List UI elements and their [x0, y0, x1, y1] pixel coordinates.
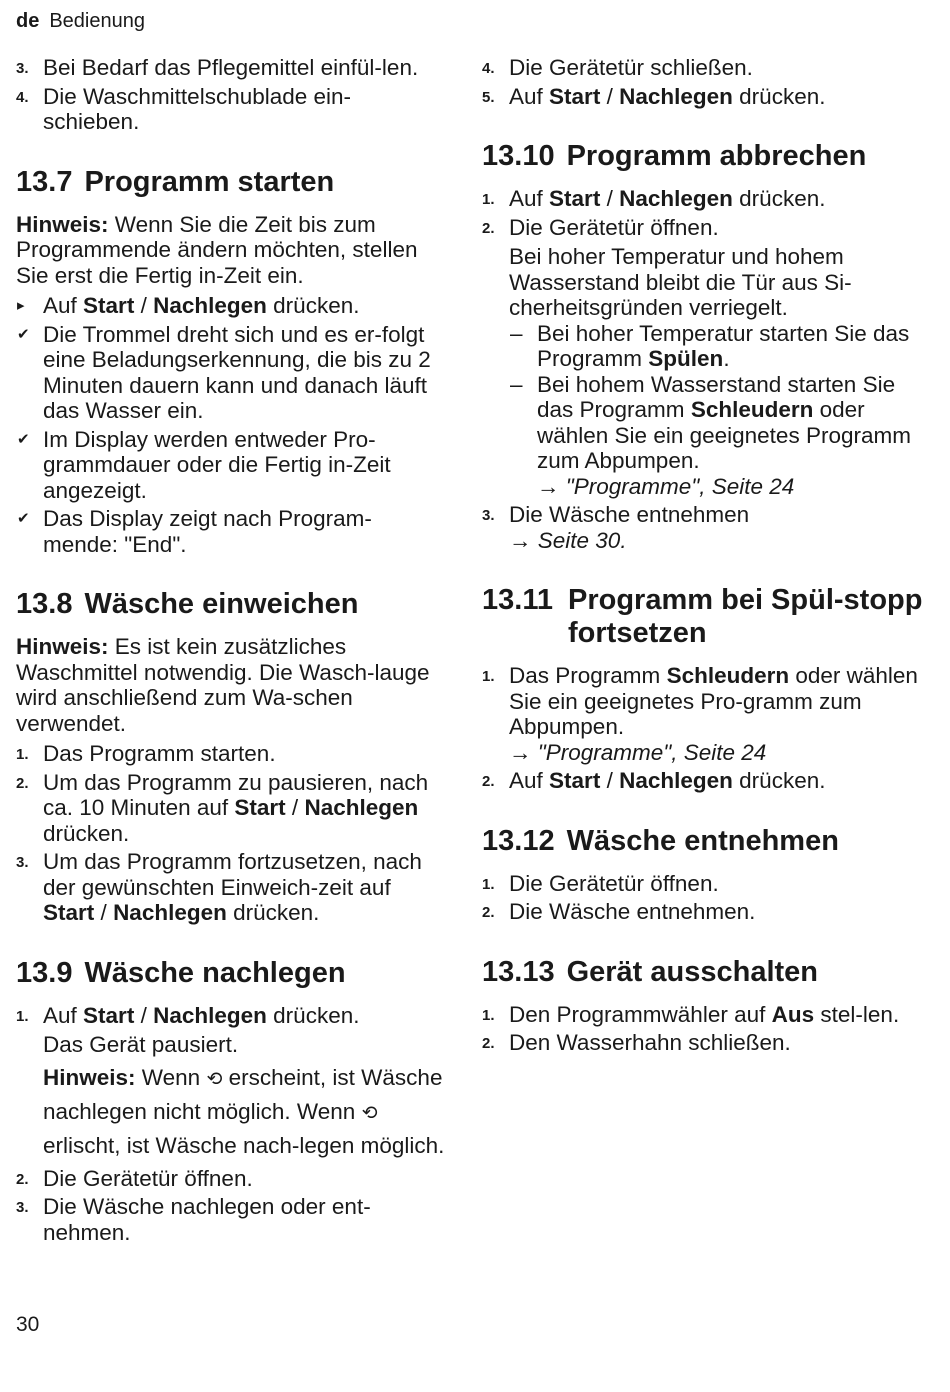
step-text: Die Gerätetür schließen.: [509, 55, 753, 80]
section-title: Gerät ausschalten: [566, 955, 819, 988]
reload-lock-icon: ⟲: [206, 1068, 223, 1090]
list-item: [16, 741, 446, 767]
step-number: 2.: [482, 219, 495, 237]
step-result: Das Gerät pausiert.: [43, 1032, 239, 1057]
info-text: Bei hoher Temperatur und hohem Wasserstand bleibt die Tür aus Si-cherheitsgründen verriegelt.: [509, 244, 852, 320]
step-number: 1.: [16, 746, 29, 763]
section-title: Wäsche entnehmen: [566, 824, 839, 857]
step-text: Auf: [509, 83, 543, 109]
hint-note: [16, 1062, 446, 1162]
section-title: Programm starten: [84, 165, 335, 198]
list-item: [16, 1194, 446, 1245]
hint-label: Hinweis:: [43, 1064, 136, 1090]
result-item: [16, 322, 446, 424]
section-number: 13.13: [482, 955, 555, 988]
cross-reference-link[interactable]: → Seite 30.: [509, 527, 627, 553]
list-item: [16, 1003, 446, 1029]
program-name: Schleudern: [666, 663, 790, 688]
result-text: Die Trommel dreht sich und es er-folgt eine Beladungserkennung, die bis zu 2 Minuten dauern kann und danach läuft das Wasser ein.: [43, 321, 431, 423]
step-text: Auf: [43, 1002, 77, 1028]
nachlegen-label: Nachlegen: [113, 900, 227, 925]
hint-label: Hinweis:: [16, 211, 109, 237]
list-item: [16, 849, 446, 926]
step-text: Das Programm: [509, 663, 661, 688]
dash-text: Bei hohem Wasserstand starten Sie das Programm: [537, 371, 896, 422]
program-name: Schleudern: [690, 397, 814, 422]
step-text: drücken.: [739, 83, 826, 109]
step-text: Auf: [509, 768, 543, 793]
step-number: 5.: [482, 88, 495, 106]
list-item: [16, 770, 446, 847]
section-heading-13-8: [16, 588, 446, 621]
section-number: 13.10: [482, 140, 555, 172]
page-number: 30: [16, 1313, 40, 1336]
step-number: 2.: [16, 774, 29, 792]
action-step: [16, 293, 446, 319]
dash-item: [482, 321, 927, 372]
section-heading-13-12: [482, 825, 927, 858]
section-title: Programm bei Spül-stopp fortsetzen: [568, 584, 923, 649]
section-title: Programm abbrechen: [566, 140, 867, 172]
nachlegen-label: Nachlegen: [619, 83, 733, 109]
hint-text: Wenn: [296, 1098, 356, 1124]
hint-text: erscheint, ist Wäsche nachlegen nicht möglich.: [43, 1064, 443, 1124]
start-label: Start: [43, 900, 95, 925]
check-icon: ✔: [17, 510, 30, 527]
start-label: Start: [549, 186, 601, 211]
step-number: 3.: [482, 507, 495, 524]
section-heading-13-7: [16, 166, 446, 199]
step-number: 2.: [482, 904, 495, 921]
list-item: [482, 1002, 927, 1028]
step-text: Die Wäsche entnehmen.: [509, 899, 756, 924]
left-column: [16, 55, 446, 1248]
step-number: 1.: [16, 1007, 29, 1025]
reload-lock-icon: ⟲: [361, 1102, 378, 1124]
step-text: Bei Bedarf das Pflegemittel einfül-len.: [43, 55, 419, 80]
hint-text: Wenn Sie die Zeit bis zum Programmende ändern möchten, stellen Sie erst die Fertig in-Zeit ein.: [16, 211, 418, 288]
section-heading-13-10: [482, 140, 927, 173]
language-code: de: [16, 10, 40, 32]
hint-text: Es ist kein zusätzliches Waschmittel notwendig. Die Wasch-lauge wird anschließend zum Wa-schen verwendet.: [16, 634, 430, 736]
check-icon: ✔: [17, 325, 30, 343]
step-text: Auf: [509, 186, 543, 211]
slash: /: [140, 293, 147, 318]
result-text: Das Display zeigt nach Program-mende: "End".: [43, 506, 372, 557]
list-item: [482, 663, 927, 765]
step-number: 4.: [16, 88, 29, 106]
list-item: [482, 186, 927, 212]
step-text: Das Programm starten.: [43, 741, 276, 766]
slash: /: [606, 186, 613, 211]
start-label: Start: [83, 1002, 135, 1028]
section-number: 13.7: [16, 165, 73, 198]
step-text: stel-len.: [820, 1001, 900, 1027]
list-item: [482, 899, 927, 925]
step-text: Um das Programm fortzusetzen, nach der gewünschten Einweich-zeit auf: [43, 849, 422, 900]
section-number: 13.11: [482, 584, 553, 616]
step-number: 4.: [482, 60, 495, 77]
section-title: Wäsche einweichen: [84, 588, 359, 620]
hint-text: erlischt, ist Wäsche nach-legen möglich.: [43, 1132, 445, 1158]
result-item: [16, 427, 446, 504]
step-number: 3.: [16, 60, 29, 77]
step-text: Die Waschmittelschublade ein-schieben.: [43, 83, 352, 134]
dash-item: [482, 372, 927, 500]
step-number: 2.: [482, 773, 495, 790]
start-label: Start: [83, 293, 135, 318]
start-label: Start: [549, 83, 601, 109]
start-label: Start: [234, 795, 286, 820]
list-item: [482, 1030, 927, 1056]
step-number: 2.: [482, 1035, 495, 1052]
step-text: Den Programmwähler auf: [509, 1001, 766, 1027]
step-number: 1.: [482, 1006, 495, 1024]
result-text: Im Display werden entweder Pro-grammdauer oder die Fertig in-Zeit angezeigt.: [43, 426, 391, 503]
list-item: [16, 55, 446, 81]
right-column: [482, 55, 927, 1059]
slash: /: [606, 768, 613, 793]
step-number: 3.: [16, 1199, 29, 1216]
list-item: [16, 84, 446, 135]
page-header: [16, 10, 145, 33]
step-text: Auf: [43, 293, 77, 318]
step-text: Die Wäsche entnehmen: [509, 502, 750, 527]
section-heading-13-13: [482, 956, 927, 989]
program-name: Spülen: [648, 346, 724, 371]
step-text: drücken.: [273, 1002, 360, 1028]
step-number: 1.: [482, 191, 495, 208]
cross-reference-link[interactable]: → "Programme", Seite 24: [537, 473, 795, 499]
section-number: 13.9: [16, 956, 73, 989]
slash: /: [291, 795, 299, 820]
step-text: drücken.: [739, 768, 826, 793]
section-number: 13.8: [16, 588, 73, 620]
result-item: [16, 506, 446, 557]
dash-text: .: [723, 346, 730, 371]
slash: /: [606, 83, 613, 109]
nachlegen-label: Nachlegen: [619, 768, 733, 793]
hint-text: Wenn: [141, 1064, 201, 1090]
hint-label: Hinweis:: [16, 634, 109, 659]
section-heading-13-9: [16, 957, 446, 990]
hint-note: [16, 634, 446, 736]
step-text: Den Wasserhahn schließen.: [509, 1030, 791, 1055]
step-text: drücken.: [233, 900, 320, 925]
step-text: Die Wäsche nachlegen oder ent-nehmen.: [43, 1194, 371, 1245]
section-heading-13-11: [482, 584, 927, 650]
cross-reference-link[interactable]: → "Programme", Seite 24: [509, 739, 767, 765]
nachlegen-label: Nachlegen: [619, 186, 733, 211]
step-text: Um das Programm zu pausieren, nach ca. 10 Minuten auf: [43, 769, 429, 820]
nachlegen-label: Nachlegen: [304, 795, 419, 820]
step-text: Die Gerätetür öffnen.: [509, 214, 719, 240]
start-label: Start: [549, 768, 601, 793]
step-text: drücken.: [43, 820, 130, 846]
list-item: [482, 84, 927, 110]
step-text: Die Gerätetür öffnen.: [509, 870, 719, 896]
list-item: [16, 1166, 446, 1192]
dash-marker: –: [510, 320, 523, 346]
nachlegen-label: Nachlegen: [153, 1002, 267, 1028]
list-item: [482, 502, 927, 553]
list-item: [482, 215, 927, 241]
triangle-right-icon: ▸: [17, 297, 25, 314]
slash: /: [140, 1002, 147, 1028]
check-icon: ✔: [17, 430, 30, 448]
section-title: Wäsche nachlegen: [84, 956, 346, 989]
step-text: oder wählen Sie ein geeignetes Pro-gramm zum Abpumpen.: [509, 663, 918, 739]
dash-marker: –: [510, 371, 523, 397]
slash: /: [100, 900, 107, 925]
nachlegen-label: Nachlegen: [153, 293, 267, 318]
step-text: Die Gerätetür öffnen.: [43, 1165, 253, 1191]
dash-text: oder wählen Sie ein geeignetes Programm zum Abpumpen.: [537, 397, 911, 473]
program-name: Aus: [771, 1001, 815, 1027]
section-number: 13.12: [482, 824, 555, 857]
step-number: 2.: [16, 1170, 29, 1188]
hint-note: [16, 212, 446, 289]
step-text: drücken.: [739, 186, 826, 211]
step-number: 3.: [16, 854, 29, 871]
section-title: Bedienung: [49, 10, 145, 32]
dash-text: Bei hoher Temperatur starten Sie das Programm: [537, 320, 910, 371]
list-item: [482, 871, 927, 897]
step-text: drücken.: [273, 293, 360, 318]
list-item: [482, 55, 927, 81]
list-item: [482, 768, 927, 794]
step-number: 1.: [482, 875, 495, 893]
step-number: 1.: [482, 668, 495, 685]
